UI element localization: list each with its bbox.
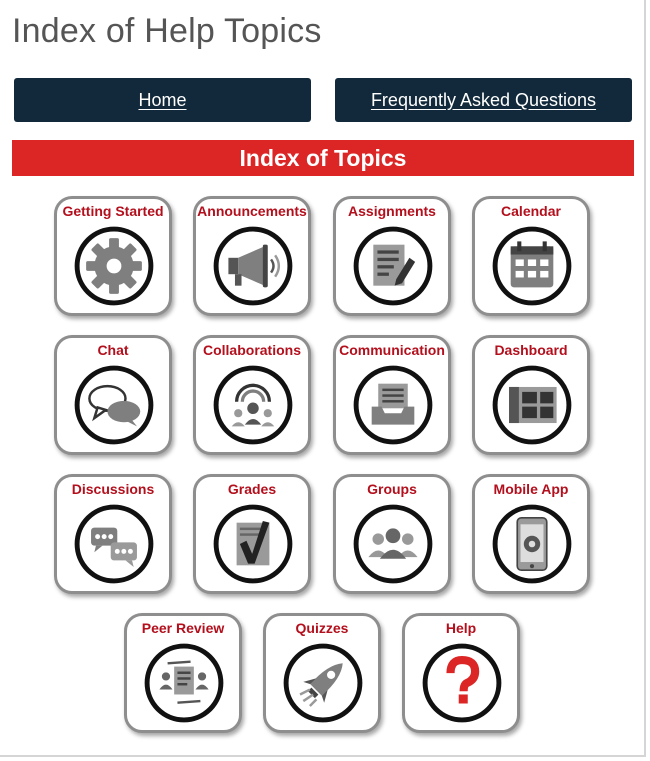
topic-label: Quizzes (295, 620, 349, 636)
checkmark-paper-icon (212, 503, 294, 585)
topic-tile-dashboard[interactable] (472, 335, 590, 455)
topics-banner: Index of Topics (12, 140, 634, 176)
topic-tile-peer-review[interactable] (124, 613, 242, 733)
topic-tile-mobile-app[interactable] (472, 474, 590, 594)
group-people-icon (352, 503, 434, 585)
topic-tile-quizzes[interactable] (263, 613, 381, 733)
topic-tile-collaborations[interactable] (193, 335, 311, 455)
topic-tile-chat[interactable] (54, 335, 172, 455)
topic-label: Chat (97, 342, 129, 358)
speech-bubbles-icon (73, 364, 155, 446)
topic-label: Announcements (197, 203, 307, 219)
mobile-phone-icon (491, 503, 573, 585)
collaboration-people-icon (212, 364, 294, 446)
rocket-icon (282, 642, 364, 724)
topic-tile-getting-started[interactable] (54, 196, 172, 316)
topic-label: Calendar (501, 203, 561, 219)
peer-review-icon (143, 642, 225, 724)
topic-tile-communication[interactable] (333, 335, 451, 455)
topic-tile-help[interactable] (402, 613, 520, 733)
calendar-icon (491, 225, 573, 307)
topic-tile-announcements[interactable] (193, 196, 311, 316)
topic-label: Help (445, 620, 477, 636)
inbox-tray-icon (352, 364, 434, 446)
topic-label: Groups (367, 481, 417, 497)
faq-button[interactable]: Frequently Asked Questions (335, 78, 632, 122)
topic-label: Dashboard (494, 342, 568, 358)
topic-label: Getting Started (62, 203, 164, 219)
topic-tile-assignments[interactable] (333, 196, 451, 316)
topic-tile-groups[interactable] (333, 474, 451, 594)
topic-tile-discussions[interactable] (54, 474, 172, 594)
topic-label: Grades (227, 481, 277, 497)
dashboard-icon (491, 364, 573, 446)
megaphone-icon (212, 225, 294, 307)
question-mark-icon (421, 642, 503, 724)
topic-label: Peer Review (141, 620, 225, 636)
topic-label: Mobile App (493, 481, 569, 497)
topic-tile-grades[interactable] (193, 474, 311, 594)
topic-label: Assignments (348, 203, 436, 219)
document-pencil-icon (352, 225, 434, 307)
gear-icon (73, 225, 155, 307)
topic-label: Collaborations (202, 342, 301, 358)
topic-tile-calendar[interactable] (472, 196, 590, 316)
topic-label: Communication (339, 342, 445, 358)
discussion-bubbles-icon (73, 503, 155, 585)
page-title: Index of Help Topics (12, 12, 322, 50)
topic-label: Discussions (71, 481, 155, 497)
home-button[interactable]: Home (14, 78, 311, 122)
